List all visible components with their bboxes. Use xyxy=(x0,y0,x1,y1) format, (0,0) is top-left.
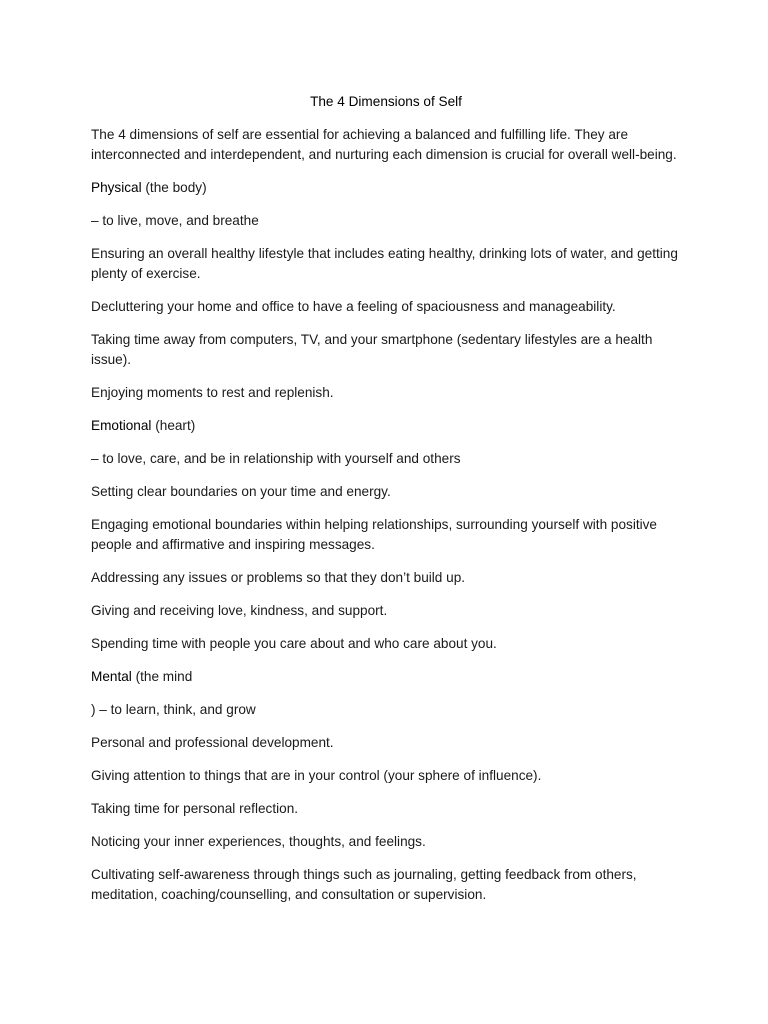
list-item: Giving attention to things that are in your control (your sphere of influence). xyxy=(91,768,542,783)
section-heading-physical xyxy=(91,178,681,198)
section-suffix: (the body) xyxy=(141,180,207,195)
list-item: Noticing your inner experiences, thoughts, and feelings. xyxy=(91,834,426,849)
section-tagline: – to love, care, and be in relationship with yourself and others xyxy=(91,451,461,466)
document-title: The 4 Dimensions of Self xyxy=(310,94,462,109)
list-item: Taking time away from computers, TV, and your smartphone (sedentary lifestyles are a health issue). xyxy=(91,332,653,367)
intro-paragraph: The 4 dimensions of self are essential for achieving a balanced and fulfilling life. They are interconnected and interdependent, and nurturing each dimension is crucial for overall well-being. xyxy=(91,127,677,162)
list-item: Cultivating self-awareness through things such as journaling, getting feedback from others, meditation, coaching/counselling, and consultation or supervision. xyxy=(91,867,637,902)
list-item: Addressing any issues or problems so that they don’t build up. xyxy=(91,570,466,585)
section-suffix: (the mind xyxy=(131,669,193,684)
list-item: Taking time for personal reflection. xyxy=(91,801,299,816)
list-item: Personal and professional development. xyxy=(91,735,334,750)
list-item: Engaging emotional boundaries within helping relationships, surrounding yourself with positive people and affirmative and inspiring messages. xyxy=(91,517,657,552)
section-suffix: (heart) xyxy=(151,418,196,433)
list-item: Decluttering your home and office to have a feeling of spaciousness and manageability. xyxy=(91,299,616,314)
list-item: Spending time with people you care about and who care about you. xyxy=(91,636,497,651)
section-label: Physical xyxy=(91,180,142,195)
section-tagline: – to live, move, and breathe xyxy=(91,213,259,228)
list-item: Giving and receiving love, kindness, and support. xyxy=(91,603,388,618)
section-label: Mental xyxy=(91,669,132,684)
section-heading-mental xyxy=(91,667,681,687)
list-item: Ensuring an overall healthy lifestyle that includes eating healthy, drinking lots of water, and getting plenty of exercise. xyxy=(91,246,678,281)
section-tagline: ) – to learn, think, and grow xyxy=(91,702,256,717)
document-body xyxy=(91,92,681,918)
list-item: Setting clear boundaries on your time and energy. xyxy=(91,484,391,499)
section-heading-emotional xyxy=(91,416,681,436)
list-item: Enjoying moments to rest and replenish. xyxy=(91,385,334,400)
section-label: Emotional xyxy=(91,418,152,433)
